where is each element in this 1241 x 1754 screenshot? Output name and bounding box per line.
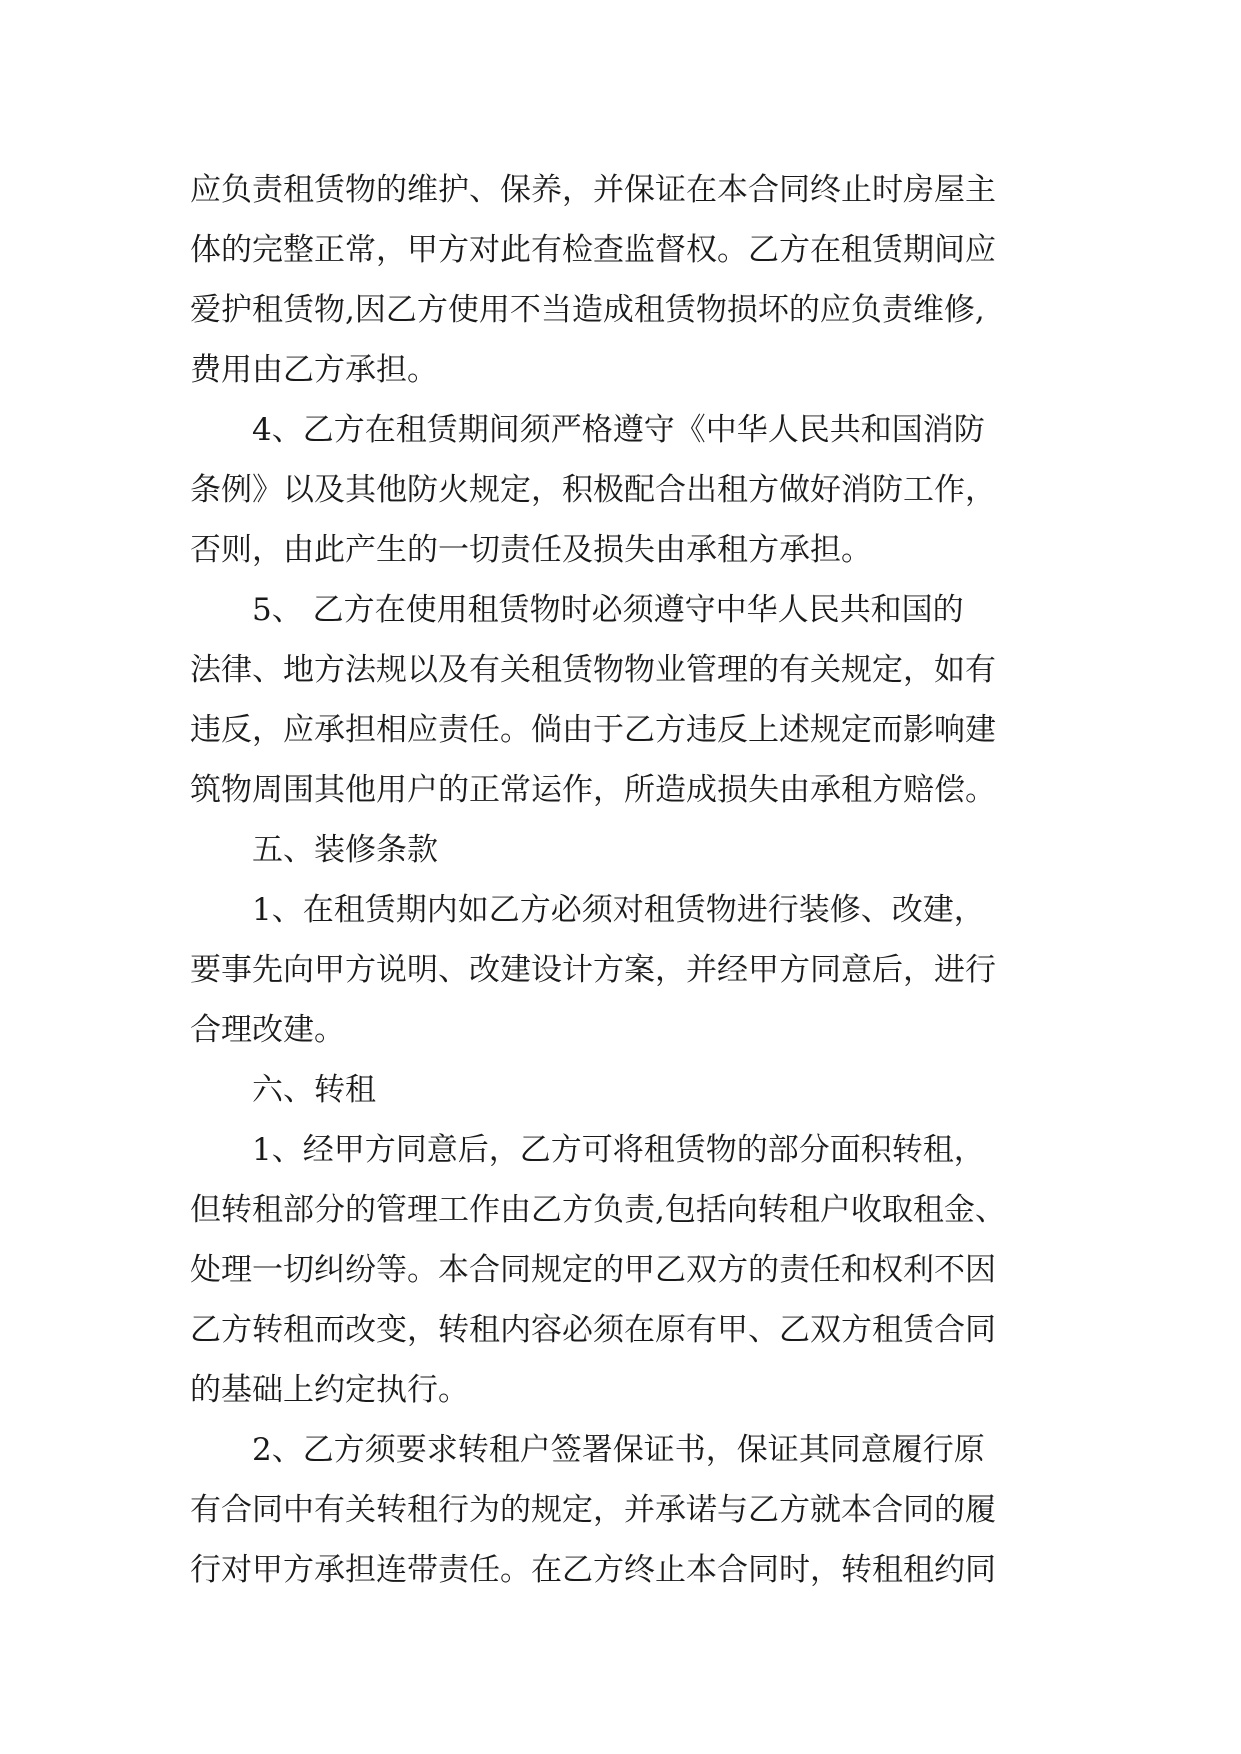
text-line: 筑物周围其他用户的正常运作，所造成损失由承租方赔偿。: [190, 772, 996, 808]
text-line: 2、乙方须要求转租户签署保证书，保证其同意履行原: [252, 1432, 985, 1468]
text-line: 否则，由此产生的一切责任及损失由承租方承担。: [190, 532, 872, 568]
text-line: 费用由乙方承担。: [190, 352, 438, 388]
contract-body-text: [190, 160, 1090, 1600]
text-line: 五、装修条款: [252, 832, 438, 868]
text-line: 1、经甲方同意后，乙方可将租赁物的部分面积转租，: [252, 1132, 985, 1168]
text-line: 的基础上约定执行。: [190, 1372, 469, 1408]
text-line: 法律、地方法规以及有关租赁物物业管理的有关规定，如有: [190, 652, 996, 688]
text-line: 乙方转租而改变，转租内容必须在原有甲、乙双方租赁合同: [190, 1312, 996, 1348]
text-line: 条例》以及其他防火规定，积极配合出租方做好消防工作，: [190, 472, 996, 508]
text-line: 4、乙方在租赁期间须严格遵守《中华人民共和国消防: [252, 412, 985, 448]
text-line: 1、在租赁期内如乙方必须对租赁物进行装修、改建，: [252, 892, 985, 928]
text-line: 爱护租赁物,因乙方使用不当造成租赁物损坏的应负责维修,: [190, 292, 985, 328]
text-line: 处理一切纠纷等。本合同规定的甲乙双方的责任和权利不因: [190, 1252, 996, 1288]
text-line: 要事先向甲方说明、改建设计方案，并经甲方同意后，进行: [190, 952, 996, 988]
text-line: 合理改建。: [190, 1012, 345, 1048]
text-line: 有合同中有关转租行为的规定，并承诺与乙方就本合同的履: [190, 1492, 996, 1528]
text-line: 违反，应承担相应责任。倘由于乙方违反上述规定而影响建: [190, 712, 996, 748]
text-line: 5、 乙方在使用租赁物时必须遵守中华人民共和国的: [252, 592, 964, 628]
text-line: 六、转租: [252, 1072, 376, 1108]
text-line: 应负责租赁物的维护、保养，并保证在本合同终止时房屋主: [190, 172, 996, 208]
text-line: 体的完整正常，甲方对此有检查监督权。乙方在租赁期间应: [190, 232, 996, 268]
text-line: 但转租部分的管理工作由乙方负责,包括向转租户收取租金、: [190, 1192, 1006, 1228]
text-line: 行对甲方承担连带责任。在乙方终止本合同时，转租租约同: [190, 1552, 996, 1588]
